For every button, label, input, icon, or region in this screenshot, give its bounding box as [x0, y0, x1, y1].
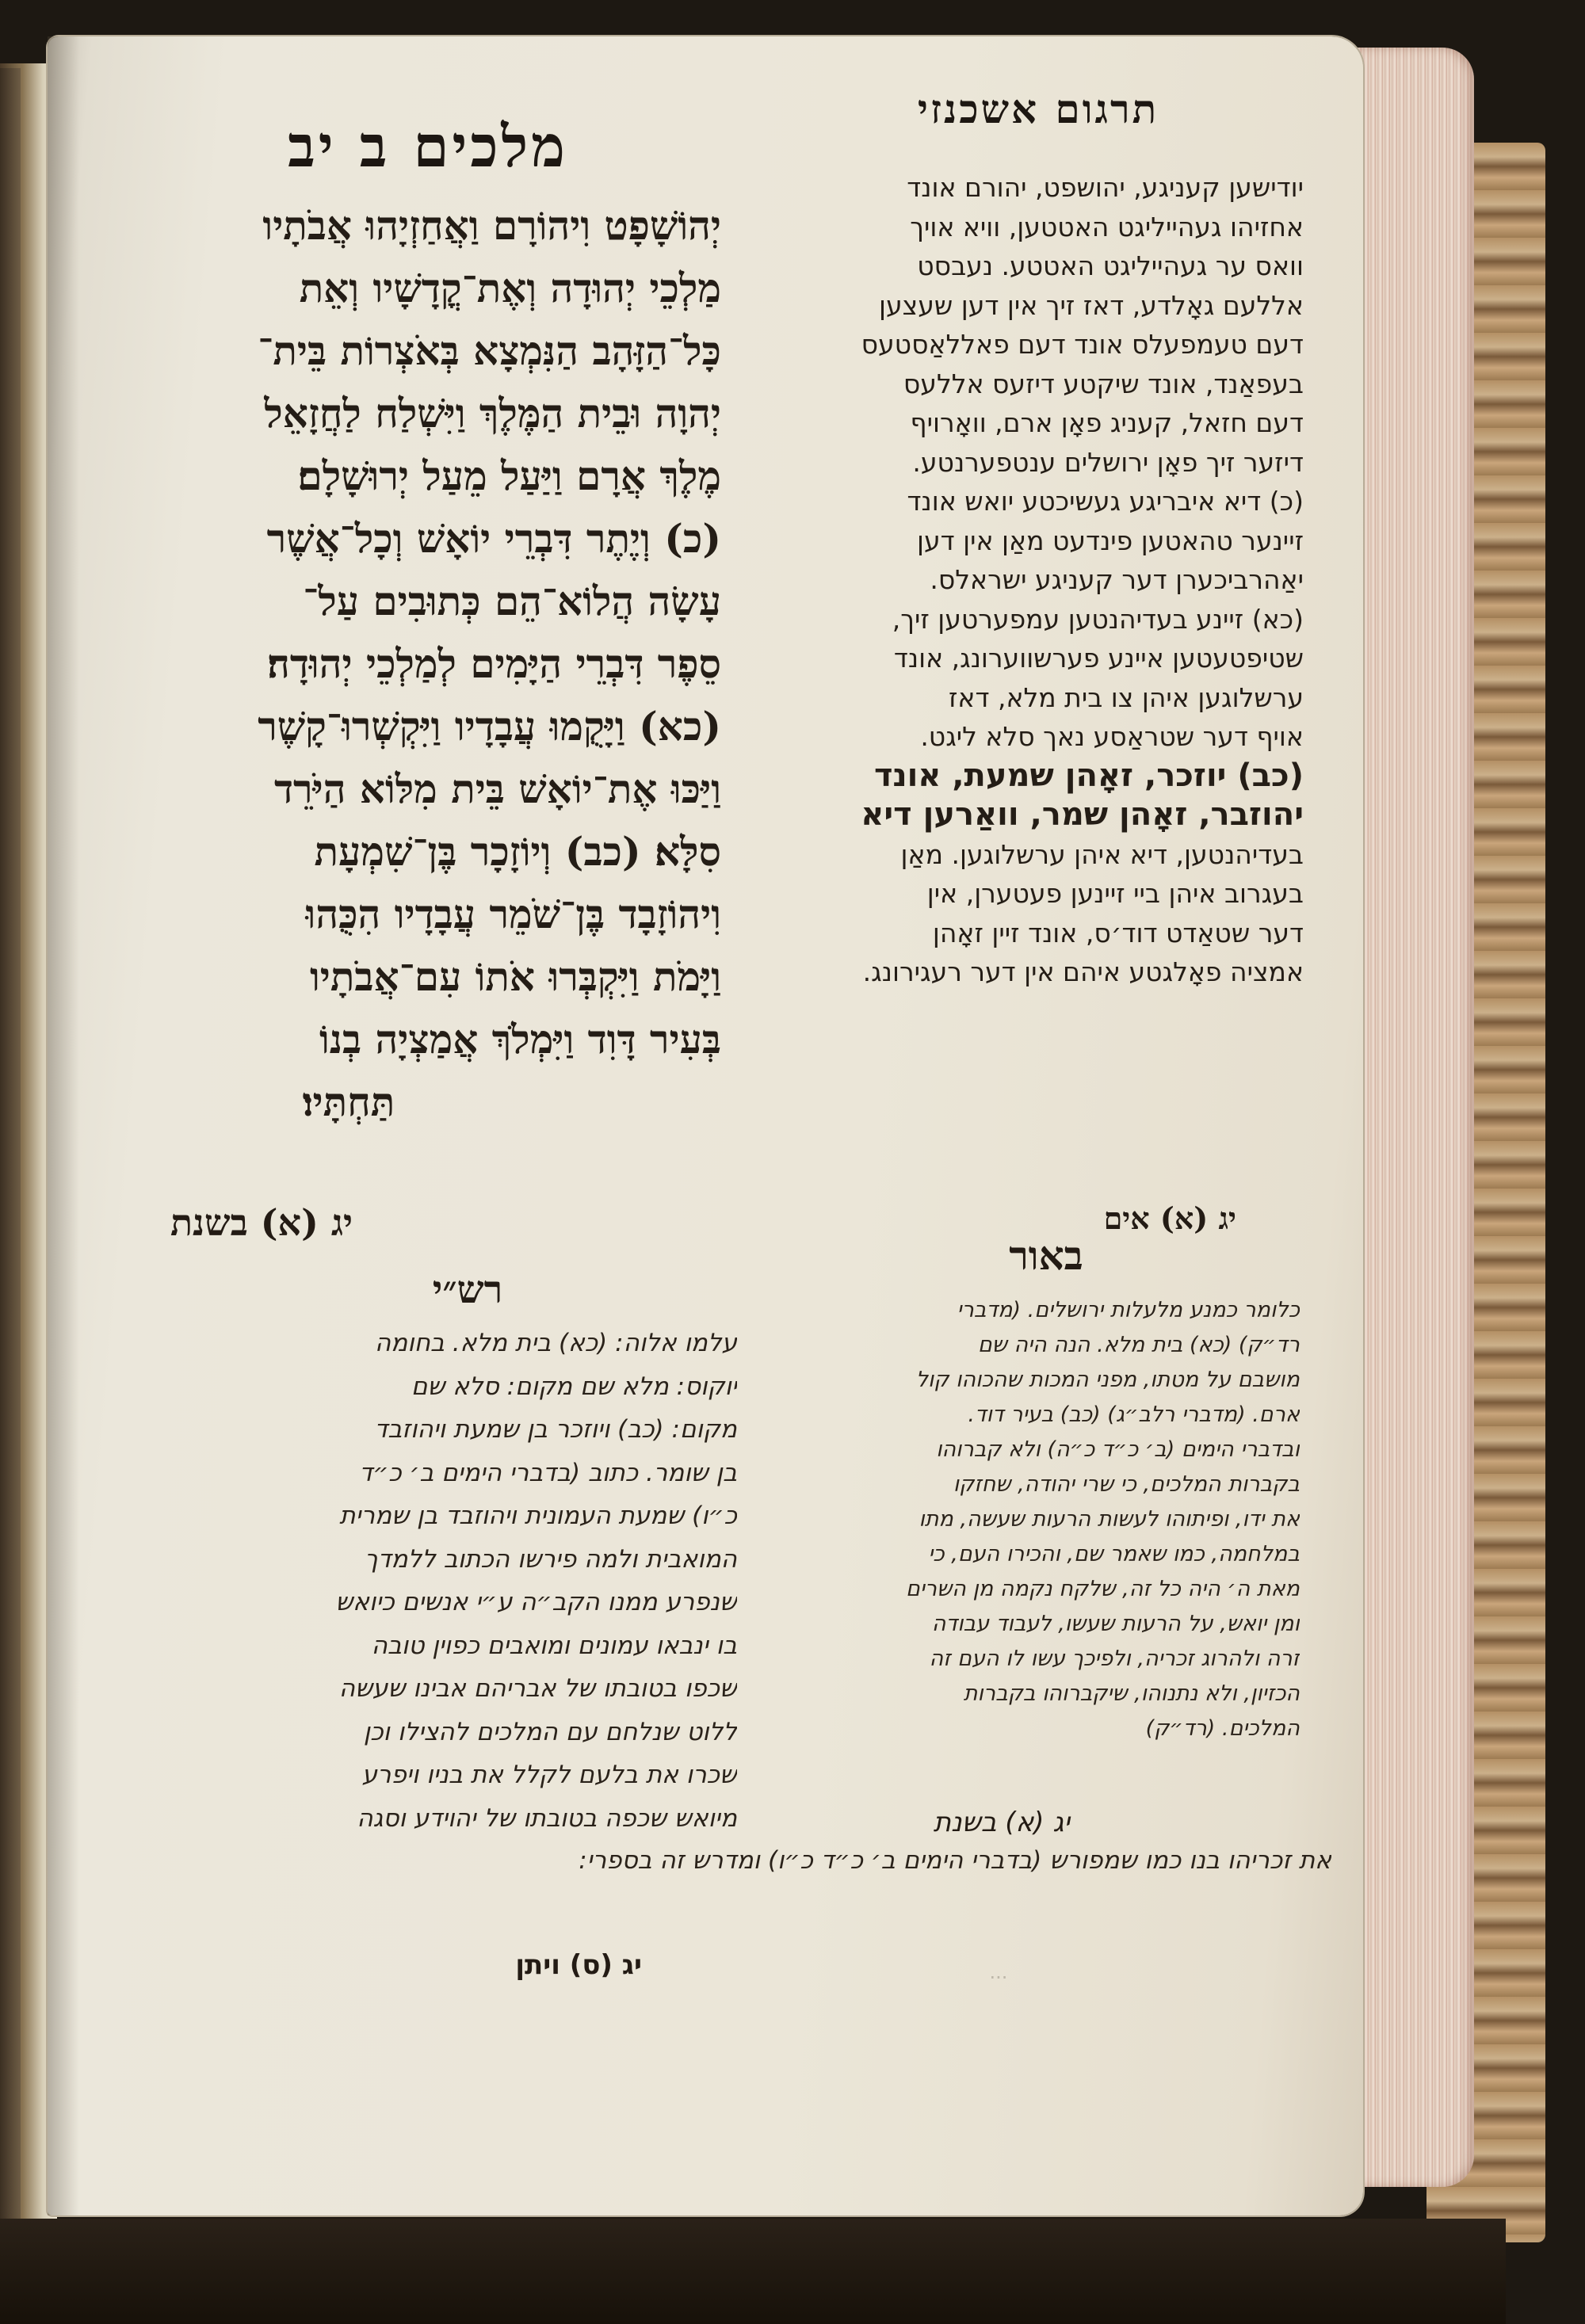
- yiddish-line: בעפאַנד, אונד שיקטע דיזעס אללעס: [903, 368, 1304, 399]
- yiddish-line: (כב) יוזכר, זאָהן שמעת, אונד: [873, 757, 1304, 794]
- yiddish-line: יאַהרביכערן דער קעניגע ישראלס.: [930, 564, 1304, 595]
- biur-line: בקברות המלכים, כי שרי יהודה, שחזקו: [953, 1472, 1300, 1497]
- hebrew-line: סֵפֶר דִּבְרֵי הַיָּמִים לְמַלְכֵי יְהוּדָה׃: [267, 640, 721, 687]
- running-header-translation: תרגום אשכנזי: [917, 86, 1159, 132]
- yiddish-line: דעם טעמפעלס אונד דעם פאללאַסטעס: [861, 329, 1304, 360]
- hebrew-catchword: יג (א) בשנת: [170, 1201, 353, 1244]
- rashi-commentary-column: [182, 1322, 737, 1840]
- yiddish-line: בעדיהנטען, דיא איהן ערשלוגען. מאַן: [900, 838, 1304, 870]
- rashi-line: מקום: (כב) ויוזכר בן שמעת ויהוזבד: [374, 1415, 737, 1444]
- yiddish-line: יודישען קעניגע, יהושפט, יהורם אונד: [907, 172, 1304, 203]
- hebrew-line: וַיַּכּוּ אֶת־יוֹאָשׁ בֵּית מִלּוֹא הַיֹּרֵד: [273, 765, 721, 812]
- rashi-line: בו ינבאו עמונים ומואבים כפוין טובה: [371, 1631, 737, 1660]
- rashi-line: שנפרע ממנו הקב״ה ע״י אנשים כיואש: [335, 1588, 737, 1616]
- rashi-line: עלמו אלוה: (כא) בית מלא. בחומה: [375, 1329, 737, 1357]
- hebrew-line: (כ) וְיֶתֶר דִּבְרֵי יוֹאָשׁ וְכָל־אֲשֶׁר: [266, 515, 721, 562]
- yiddish-line: ערשלוגען איהן צו בית מלא, דאז: [948, 681, 1304, 713]
- yiddish-line: דעם חזאל, קעניג פאָן ארם, וואָרויף: [910, 407, 1304, 438]
- yiddish-line: דיזער זיך פאָן ירושלים ענטפערנטע.: [912, 446, 1304, 478]
- left-cover-edge: [0, 68, 21, 2231]
- biur-line: את ידו, ופיתוהו לעשות הרעות שעשה, מתו: [919, 1507, 1300, 1532]
- yiddish-line: שטיפטעטען איינע פערשווערונג, אונד: [893, 643, 1304, 674]
- hebrew-scripture-column: [119, 194, 721, 1133]
- hebrew-line: עָשָׂה הֲלוֹא־הֵם כְּתוּבִים עַל־: [303, 578, 721, 624]
- hebrew-line: (כא) וַיָּקֻמוּ עֲבָדָיו וַיִּקְשְׁרוּ־קָשֶׁר: [258, 703, 721, 750]
- gutter-shadow: [48, 36, 79, 2215]
- biur-line: הכזיון, ולא נתנוהו, שיקברוהו בקברות: [963, 1681, 1300, 1706]
- yiddish-line: בעגרוב איהן ביי זיינען פעטערן, אין: [926, 878, 1304, 909]
- hebrew-line: בְּעִיר דָּוִד וַיִּמְלֹךְ אֲמַצְיָה בְנוֹ: [319, 1016, 721, 1063]
- hebrew-line: מֶלֶךְ אֲרָם וַיַּעַל מֵעַל יְרוּשָׁלָם׃: [297, 452, 721, 499]
- rashi-line: המואבית ולמה פירשו הכתוב ללמדך: [365, 1544, 737, 1574]
- biur-line: מאת ה׳ היה כל זה, שלקח נקמה מן השרים: [905, 1577, 1300, 1601]
- biur-catchword: יג (א) בשנת: [933, 1807, 1070, 1838]
- hebrew-line: כָּל־הַזָּהָב הַנִּמְצָא בְּאֹצְרוֹת בֵּית־: [258, 327, 721, 374]
- biur-line: ארם. (מדברי רלב״ג) (כב) בעיר דוד.: [968, 1402, 1300, 1427]
- biur-heading: באור: [1009, 1232, 1083, 1279]
- biur-line: ובדברי הימים (ב׳ כ״ד כ״ה) ולא קברוהו: [936, 1437, 1300, 1462]
- yiddish-line: דער שטאַדט דוד׳ס, אונד זיין זאָהן: [932, 917, 1304, 948]
- biur-line: רד״ק) (כא) בית מלא. הנה היה שם: [977, 1333, 1300, 1357]
- rashi-line: יוקוס: מלא שם מקום: סלא שם: [411, 1372, 737, 1401]
- yiddish-line: זיינער טהאטען פינדעט מאַן אין דען: [916, 525, 1304, 556]
- rashi-line: מיואש שכפה בטובתו של יהוידע וסגה: [357, 1803, 737, 1833]
- rashi-line: בן שומר. כתוב (בדברי הימים ב׳ כ״ד: [359, 1458, 737, 1487]
- biur-commentary-column: [761, 1293, 1300, 1746]
- hebrew-line: וִיהוֹזָבָד בֶּן־שֹׁמֵר עֲבָדָיו הִכֻּהוּ: [305, 891, 721, 937]
- biur-line: כלומר כמנע מלעלות ירושלים. (מדברי: [957, 1298, 1300, 1322]
- yiddish-line: (כא) זיינע בעדיהנטען עמפערטען זיך,: [892, 603, 1304, 635]
- hebrew-line: יְהוָה וּבֵית הַמֶּלֶךְ וַיִּשְׁלַח לַחֲזָאֵל: [264, 390, 721, 437]
- page-edges: [1347, 48, 1474, 2187]
- biur-line: במלחמה, כמו שאמר שם, והכירו העם, כי: [928, 1542, 1300, 1567]
- running-header-book-chapter: מלכים ב יב: [288, 113, 568, 180]
- footer-catchword: יג (ס) ויתן: [515, 1949, 642, 1981]
- rashi-continuation: [198, 1838, 1331, 1883]
- rashi-line: שכפו בטובתו של אבריהם אבינו שעשה: [338, 1674, 737, 1703]
- rashi-line: כ״ו) שמעת העמונית ויהוזבד בן שמרית: [339, 1502, 737, 1530]
- yiddish-translation-column: [733, 168, 1304, 992]
- yiddish-line: יהוזבר, זאָהן שמר, וואַרען דיא: [861, 796, 1304, 833]
- hebrew-line: יְהוֹשָׁפָט וִיהוֹרָם וַאֲחַזְיָהוּ אֲבֹתָיו: [262, 202, 721, 249]
- yiddish-line: (כ) דיא איבריגע געשיכטע יואש אונד: [907, 486, 1304, 517]
- biur-line: מושבם על מטתו, מפני המכות שהכוהו קול: [915, 1368, 1300, 1392]
- rashi-line: שכרו את בלעם לקלל את בניו ויפרע: [361, 1761, 737, 1789]
- yiddish-line: אמציה פאָלגטע איהם אין דער רעגירונג.: [862, 956, 1304, 987]
- biur-line: זרה ולהרוג זכריה, ולפיכך עשו לו העם זה: [929, 1647, 1300, 1671]
- yiddish-line: אחזיהו געהייליגט האטטען, וויא אויך: [910, 211, 1304, 242]
- yiddish-line: וואס ער געהייליגט האטטע. נעבסט: [917, 250, 1304, 281]
- footer-line: את זכריהו בנו כמו שמפורש (בדברי הימים ב׳ כ״ד כ״ו) ומדרש זה בספרי:: [579, 1846, 1331, 1875]
- rashi-line: ללוט שנלחם עם המלכים להצילו וכן: [363, 1717, 737, 1746]
- rashi-heading: רש״י: [432, 1268, 503, 1312]
- biur-line: המלכים. (רד״ק): [1145, 1716, 1300, 1741]
- yiddish-line: אללעם גאָלדע, דאז זיך אין דען שעצען: [878, 289, 1304, 321]
- hebrew-line: מַלְכֵי יְהוּדָה וְאֶת־קֳדָשָׁיו וְאֵת: [299, 265, 721, 311]
- hebrew-line: תַּחְתָּיו׃: [302, 1078, 395, 1125]
- yiddish-catchword: יג (א) אים: [1103, 1200, 1236, 1236]
- hebrew-line: וַיָּמֹת וַיִּקְבְּרוּ אֹתוֹ עִם־אֲבֹתָיו: [310, 953, 721, 1000]
- hebrew-line: סִלָּא׃ (כב) וְיוֹזָכָר בֶּן־שִׁמְעָת: [314, 828, 721, 875]
- faint-stamp-text: ...: [989, 1961, 1008, 1983]
- yiddish-line: אויף דער שטראַסע נאך סלא ליגט.: [920, 721, 1304, 752]
- biur-line: ומן יואש, על הרעות שעשו, לעבוד עבודה: [931, 1612, 1300, 1636]
- bottom-background: [0, 2219, 1506, 2324]
